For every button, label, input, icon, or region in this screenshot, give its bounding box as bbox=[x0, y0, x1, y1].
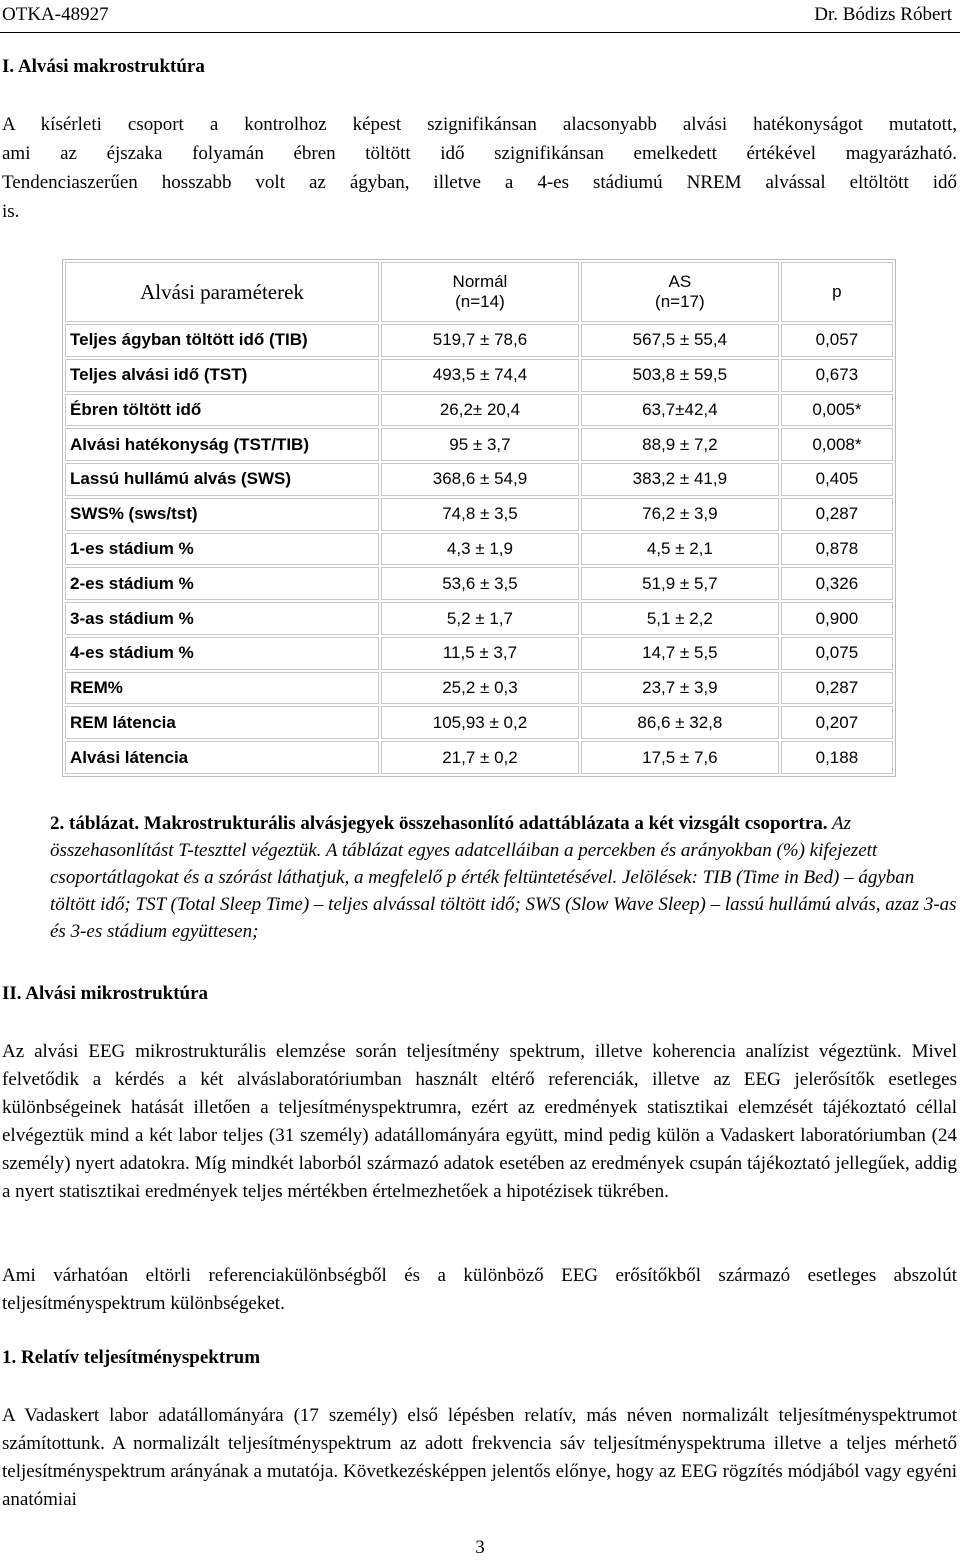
table-row bbox=[65, 498, 893, 531]
p-value: 0,005* bbox=[781, 394, 893, 427]
p-value: 0,878 bbox=[781, 533, 893, 566]
header-p: p bbox=[781, 262, 893, 322]
p-value: 0,326 bbox=[781, 567, 893, 600]
as-value: 63,7±42,4 bbox=[581, 394, 779, 427]
normal-value: 4,3 ± 1,9 bbox=[381, 533, 579, 566]
normal-value: 74,8 ± 3,5 bbox=[381, 498, 579, 531]
relative-spectrum-paragraph: A Vadaskert labor adatállományára (17 személy) első lépésben relatív, más néven normalizált teljesítményspektrumot számítottunk. A normalizált teljesítményspektrum az adott frekvencia sáv teljesítményspektruma illetve a teljes mérhető teljesítményspektrum arányának a mutatója. Következésképpen jelentős előnye, hogy az EEG rögzítés módjából vagy egyéni anatómiai bbox=[2, 1405, 957, 1510]
normal-value: 95 ± 3,7 bbox=[381, 428, 579, 461]
header-normal-n: (n=14) bbox=[455, 292, 505, 311]
intro-line: A kísérleti csoport a kontrolhoz képest szignifikánsan alacsonyabb alvási hatékonyságot mutatott, bbox=[2, 114, 957, 135]
header-author: Dr. Bódizs Róbert bbox=[814, 4, 952, 25]
normal-value: 5,2 ± 1,7 bbox=[381, 602, 579, 635]
section-title-macrostructure: I. Alvási makrostruktúra bbox=[2, 56, 205, 77]
p-value: 0,287 bbox=[781, 498, 893, 531]
caption-title: 2. táblázat. Makrostrukturális alvásjegyek összehasonlító adattáblázata a két vizsgált csoportra. bbox=[50, 813, 828, 834]
row-label: Alvási látencia bbox=[65, 741, 379, 774]
header-project-id: OTKA-48927 bbox=[2, 4, 109, 25]
as-value: 76,2 ± 3,9 bbox=[581, 498, 779, 531]
header-as bbox=[581, 262, 779, 322]
p-value: 0,008* bbox=[781, 428, 893, 461]
table-row bbox=[65, 741, 893, 774]
table-row bbox=[65, 463, 893, 496]
p-value: 0,188 bbox=[781, 741, 893, 774]
table-row bbox=[65, 672, 893, 705]
as-value: 88,9 ± 7,2 bbox=[581, 428, 779, 461]
row-label: 2-es stádium % bbox=[65, 567, 379, 600]
row-label: Lassú hullámú alvás (SWS) bbox=[65, 463, 379, 496]
as-value: 17,5 ± 7,6 bbox=[581, 741, 779, 774]
as-value: 4,5 ± 2,1 bbox=[581, 533, 779, 566]
as-value: 5,1 ± 2,2 bbox=[581, 602, 779, 635]
row-label: 4-es stádium % bbox=[65, 637, 379, 670]
as-value: 383,2 ± 41,9 bbox=[581, 463, 779, 496]
as-value: 503,8 ± 59,5 bbox=[581, 359, 779, 392]
table-row bbox=[65, 602, 893, 635]
table-row bbox=[65, 533, 893, 566]
p-value: 0,207 bbox=[781, 706, 893, 739]
header-as-label: AS bbox=[668, 272, 692, 291]
p-value: 0,900 bbox=[781, 602, 893, 635]
table-row bbox=[65, 428, 893, 461]
header-as-n: (n=17) bbox=[655, 292, 705, 311]
as-value: 51,9 ± 5,7 bbox=[581, 567, 779, 600]
row-label: Teljes ágyban töltött idő (TIB) bbox=[65, 324, 379, 357]
as-value: 14,7 ± 5,5 bbox=[581, 637, 779, 670]
normal-value: 25,2 ± 0,3 bbox=[381, 672, 579, 705]
normal-value: 493,5 ± 74,4 bbox=[381, 359, 579, 392]
microstructure-paragraph-1: Az alvási EEG mikrostrukturális elemzése során teljesítmény spektrum, illetve koherencia analízist végeztünk. Mivel felvetődik a kérdés a két alváslaboratóriumban használt eltérő referenciák, illetve az EEG jelerősítők esetleges különbségeinek hatását illetően a teljesítményspektrumra, ezért az eredmények statisztikai elemzését tájékoztató céllal elvégeztük mind a két labor teljes (31 személy) adatállományára együtt, mind pedig külön a Vadaskert laboratóriumban (24 személy) nyert adatokra. Míg mindkét laborból származó adatok esetében az eredmények csupán tájékoztató jellegűek, addig a nyert statisztikai eredmények teljes mértékben értelmezhetőek a hipotézisek tükrében. bbox=[2, 1041, 957, 1202]
row-label: Ébren töltött idő bbox=[65, 394, 379, 427]
normal-value: 21,7 ± 0,2 bbox=[381, 741, 579, 774]
row-label: Alvási hatékonyság (TST/TIB) bbox=[65, 428, 379, 461]
microstructure-paragraph-2: Ami várhatóan eltörli referenciakülönbségből és a különböző EEG erősítőkből származó esetleges abszolút teljesítményspektrum különbségeket. bbox=[2, 1265, 957, 1314]
p-value: 0,405 bbox=[781, 463, 893, 496]
row-label: REM% bbox=[65, 672, 379, 705]
normal-value: 368,6 ± 54,9 bbox=[381, 463, 579, 496]
table-row bbox=[65, 706, 893, 739]
p-value: 0,057 bbox=[781, 324, 893, 357]
intro-line: Tendenciaszerűen hosszabb volt az ágyban, illetve a 4-es stádiumú NREM alvással eltöltött idő bbox=[2, 172, 957, 193]
intro-line: ami az éjszaka folyamán ébren töltött idő szignifikánsan emelkedett értékével magyarázható. bbox=[2, 143, 957, 164]
normal-value: 11,5 ± 3,7 bbox=[381, 637, 579, 670]
table-header-row bbox=[65, 262, 893, 322]
as-value: 86,6 ± 32,8 bbox=[581, 706, 779, 739]
row-label: 3-as stádium % bbox=[65, 602, 379, 635]
normal-value: 105,93 ± 0,2 bbox=[381, 706, 579, 739]
header-normal bbox=[381, 262, 579, 322]
normal-value: 53,6 ± 3,5 bbox=[381, 567, 579, 600]
row-label: SWS% (sws/tst) bbox=[65, 498, 379, 531]
p-value: 0,287 bbox=[781, 672, 893, 705]
table-caption bbox=[50, 810, 960, 945]
p-value: 0,673 bbox=[781, 359, 893, 392]
section-title-relative-spectrum: 1. Relatív teljesítményspektrum bbox=[2, 1347, 261, 1368]
header-param: Alvási paraméterek bbox=[65, 262, 379, 322]
page-header bbox=[2, 4, 952, 28]
as-value: 567,5 ± 55,4 bbox=[581, 324, 779, 357]
intro-line: is. bbox=[2, 201, 20, 222]
row-label: Teljes alvási idő (TST) bbox=[65, 359, 379, 392]
table-row bbox=[65, 567, 893, 600]
table-row bbox=[65, 324, 893, 357]
section-title-microstructure: II. Alvási mikrostruktúra bbox=[2, 983, 209, 1004]
table-row bbox=[65, 359, 893, 392]
header-normal-label: Normál bbox=[452, 272, 508, 291]
row-label: REM látencia bbox=[65, 706, 379, 739]
sleep-parameters-table bbox=[62, 259, 896, 777]
table-row bbox=[65, 394, 893, 427]
p-value: 0,075 bbox=[781, 637, 893, 670]
normal-value: 519,7 ± 78,6 bbox=[381, 324, 579, 357]
table-row bbox=[65, 637, 893, 670]
page-number: 3 bbox=[475, 1537, 485, 1558]
as-value: 23,7 ± 3,9 bbox=[581, 672, 779, 705]
row-label: 1-es stádium % bbox=[65, 533, 379, 566]
header-rule bbox=[0, 32, 960, 33]
normal-value: 26,2± 20,4 bbox=[381, 394, 579, 427]
caption-notes: Az összehasonlítást T-teszttel végeztük. A táblázat egyes adatcelláiban a percekben és arányokban (%) kifejezett csoportátlagokat és a szórást láthatjuk, a megfelelő p érték feltüntetésével. Jelölések: TIB (Time in Bed) – ágyban töltött idő; TST (Total Sleep Time) – teljes alvással töltött idő; SWS (Slow Wave Sleep) – lassú hullámú alvás, azaz 3-as és 3-es stádium együttesen; bbox=[50, 813, 957, 942]
